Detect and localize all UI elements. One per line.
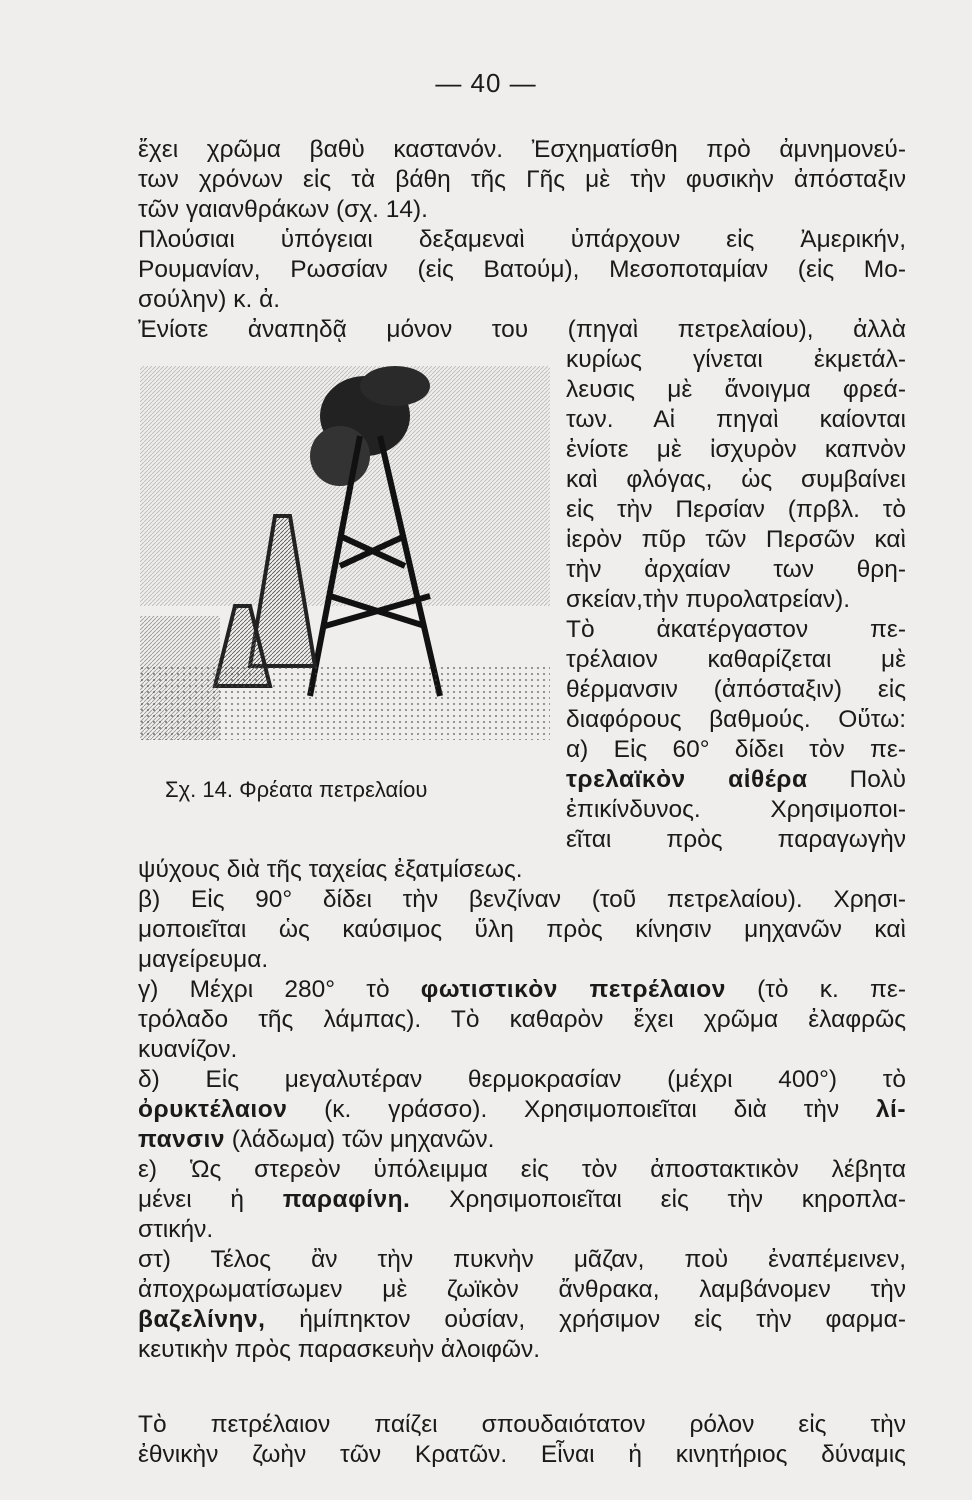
text-line: των. Αἱ πηγαὶ καίονται [566, 406, 906, 433]
text-line: ἱερὸν πῦρ τῶν Περσῶν καὶ [566, 526, 906, 553]
text-line: θέρμανσιν (ἀπόσταξιν) εἰς [566, 676, 906, 703]
text-line: βαζελίνην, ἡμίπηκτον οὐσίαν, χρήσιμον εἰς τὴν φαρμα- [138, 1306, 906, 1333]
text-line: εἰς τὴν Περσίαν (πρβλ. τὸ [566, 496, 906, 523]
bold-term: παραφίνη. [282, 1186, 411, 1213]
figure-caption: Σχ. 14. Φρέατα πετρελαίου [165, 777, 428, 802]
text-line: κευτικὴν πρὸς παρασκευὴν ἀλοιφῶν. [138, 1336, 541, 1363]
oil-derricks-illustration [140, 366, 550, 740]
text-line: ε) Ὡς στερεὸν ὑπόλειμμα εἰς τὸν ἀποστακτικὸν λέβητα [138, 1156, 906, 1183]
text-line: στ) Τέλος ἂν τὴν πυκνὴν μᾶζαν, ποὺ ἐναπέμεινεν, [138, 1246, 906, 1273]
page-number: — 40 — [435, 68, 537, 98]
text-line: τὴν ἀρχαίαν των θρη- [566, 556, 906, 583]
text-line: Ἐνίοτε ἀναπηδᾷ μόνον του (πηγαὶ πετρελαίου), ἀλλὰ [138, 316, 906, 343]
text-line: τρόλαδο τῆς λάμπας). Τὸ καθαρὸν ἔχει χρῶμα ἐλαφρῶς [138, 1006, 906, 1033]
text-line: Τὸ πετρέλαιον παίζει σπουδαιότατον ρόλον εἰς τὴν [138, 1411, 906, 1438]
text-line: β) Εἰς 90° δίδει τὴν βενζίναν (τοῦ πετρελαίου). Χρησι- [138, 886, 906, 913]
bold-term: τρελαϊκὸν αἰθέρα [566, 766, 808, 793]
text-line: γ) Μέχρι 280° τὸ φωτιστικὸν πετρέλαιον (τὸ κ. πε- [138, 976, 906, 1003]
text-line: ψύχους διὰ τῆς ταχείας ἐξατμίσεως. [138, 856, 523, 883]
text-line: α) Εἰς 60° δίδει τὸν πε- [566, 736, 906, 763]
bold-term: λί- [875, 1096, 906, 1123]
text-line: τρέλαιον καθαρίζεται μὲ [566, 646, 906, 673]
text-line: μαγείρευμα. [138, 946, 269, 973]
bold-term: ὀρυκτέλαιον [138, 1096, 288, 1123]
text-line: κυανίζον. [138, 1036, 238, 1063]
text-line: Ρουμανίαν, Ρωσσίαν (εἰς Βατούμ), Μεσοποταμίαν (εἰς Μο- [138, 256, 906, 283]
text-line: στικήν. [138, 1216, 214, 1243]
text-line: ἔχει χρῶμα βαθὺ καστανόν. Ἐσχηματίσθη πρὸ ἀμνημονεύ- [138, 136, 906, 163]
text-line: πανσιν (λάδωμα) τῶν μηχανῶν. [138, 1126, 495, 1153]
bold-term: βαζελίνην, [138, 1306, 266, 1333]
text-line: ἐθνικὴν ζωὴν τῶν Κρατῶν. Εἶναι ἡ κινητήριος δύναμις [138, 1441, 906, 1468]
text-line: ἐνίοτε μὲ ἰσχυρὸν καπνὸν [566, 436, 906, 463]
text-line: κυρίως γίνεται ἐκμετάλ- [566, 346, 906, 373]
text-line: δ) Εἰς μεγαλυτέραν θερμοκρασίαν (μέχρι 400°) τὸ [138, 1066, 906, 1093]
text-line: ἐπικίνδυνος. Χρησιμοποι- [566, 796, 906, 823]
text-line: μένει ἡ παραφίνη. Χρησιμοποιεῖται εἰς τὴν κηροπλα- [138, 1186, 906, 1213]
text-line: μοποιεῖται ὡς καύσιμος ὕλη πρὸς κίνησιν μηχανῶν καὶ [138, 916, 906, 943]
text-line: Πλούσιαι ὑπόγειαι δεξαμεναὶ ὑπάρχουν εἰς Ἀμερικήν, [138, 226, 906, 253]
text-line: των χρόνων εἰς τὰ βάθη τῆς Γῆς μὲ τὴν φυσικὴν ἀπόσταξιν [138, 166, 906, 193]
text-line: σκείαν,τὴν πυρολατρείαν). [566, 586, 851, 613]
text-line: ὀρυκτέλαιον (κ. γράσσο). Χρησιμοποιεῖται διὰ τὴν λί- [138, 1096, 906, 1123]
text-line: τρελαϊκὸν αἰθέρα Πολὺ [566, 766, 906, 793]
text-line: λευσις μὲ ἄνοιγμα φρεά- [566, 376, 906, 403]
oil-wells-figure [140, 366, 550, 740]
text-line: Τὸ ἀκατέργαστον πε- [566, 616, 906, 643]
bold-term: φωτιστικὸν πετρέλαιον [420, 976, 726, 1003]
bold-term: πανσιν [138, 1126, 225, 1153]
text-line: καὶ φλόγας, ὡς συμβαίνει [566, 466, 906, 493]
text-line: ἀποχρωματίσωμεν μὲ ζωϊκὸν ἄνθρακα, λαμβάνομεν τὴν [138, 1276, 906, 1303]
text-line: διαφόρους βαθμούς. Οὕτω: [566, 706, 906, 733]
text-line: τῶν γαιανθράκων (σχ. 14). [138, 196, 428, 223]
text-line: εῖται πρὸς παραγωγὴν [566, 826, 906, 853]
text-line: σούλην) κ. ἀ. [138, 286, 281, 313]
